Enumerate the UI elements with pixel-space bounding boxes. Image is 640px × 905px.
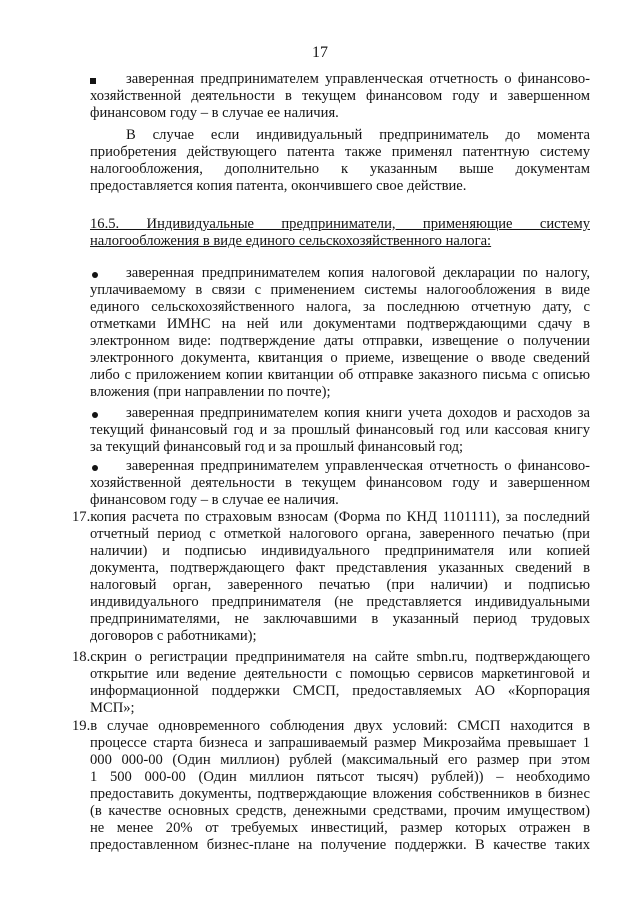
text-line: электронного документа, квитанция о приеме, извещение о вводе сведений — [90, 350, 590, 366]
text-line: текущий финансовый год и за прошлый финансовый год или кассовая книгу — [90, 422, 590, 438]
text-line: уплачиваемому в связи с применением системы налогообложения в виде — [90, 282, 590, 298]
text-line: электронном виде: подтверждение даты отправки, извещение о получении — [90, 333, 590, 349]
square-bullet-icon — [90, 78, 96, 84]
text-line: приобретения действующего патента также применял патентную систему — [90, 144, 590, 160]
text-line: хозяйственной деятельности в текущем финансовом году и завершенном — [90, 475, 590, 491]
text-line: заверенная предпринимателем копия книги учета доходов и расходов за — [126, 405, 590, 421]
text-line: предоставленном бизнес-плане на получение поддержки. В качестве таких — [90, 837, 590, 853]
text-line: предпринимателями, не заключавшими в указанный период трудовых — [90, 611, 590, 627]
text-line: (в качестве основных средств, денежными средствами, прочим имуществом) — [90, 803, 590, 819]
text-line: за текущий финансовый год и за прошлый финансовый год; — [90, 439, 464, 455]
text-line: либо с приложением копии квитанции об отправке заказного письма с описью — [90, 367, 590, 383]
list-item-19: 19.в случае одновременного соблюдения двух условий: СМСП находится в — [72, 718, 590, 734]
text-line: финансовом году – в случае ее наличия. — [90, 492, 339, 508]
text-line: МСП»; — [90, 700, 135, 716]
round-bullet-icon — [92, 412, 98, 418]
text-line: индивидуального предпринимателя (не представляется индивидуальными — [90, 594, 590, 610]
text-line: единого сельскохозяйственного налога, за последнюю отчетную дату, с — [90, 299, 590, 315]
text-line: отметками ИМНС на ней или документами подтверждающими сдачу в — [90, 316, 590, 332]
text-line: договоров с работниками); — [90, 628, 257, 644]
text-line: процессе старта бизнеса и запрашиваемый размер Микрозайма превышает 1 — [90, 735, 590, 751]
list-item-18: 18.скрин о регистрации предпринимателя на сайте smbn.ru, подтверждающего — [72, 649, 590, 665]
text-line: хозяйственной деятельности в текущем финансовом году и завершенном — [90, 88, 590, 104]
text-line: заверенная предпринимателем управленческая отчетность о финансово- — [126, 458, 590, 474]
text-line: открытие или ведение деятельности с помощью сервисов маркетинговой и — [90, 666, 590, 682]
list-item-17: 17.копия расчета по страховым взносам (Форма по КНД 1101111), за последний — [72, 509, 590, 525]
text-line: не менее 20% от требуемых инвестиций, размер которых отражен в — [90, 820, 590, 836]
text-line: вложения (при направлении по почте); — [90, 384, 331, 400]
text-line: финансовом году – в случае ее наличия. — [90, 105, 339, 121]
text-line: наличии) и подписью индивидуального предпринимателя или копией — [90, 543, 590, 559]
text-line: 000 000-00 (Один миллион) рублей (максимальный его размер при этом — [90, 752, 590, 768]
text-line: заверенная предпринимателем управленческая отчетность о финансово- — [126, 71, 590, 87]
page-number: 17 — [312, 44, 328, 61]
text-line: В случае если индивидуальный предприниматель до момента — [126, 127, 590, 143]
text-line: налоговый орган, заверенного печатью (при наличии) и подписью — [90, 577, 590, 593]
text-line: налогообложения, дополнительно к указанным выше документам — [90, 161, 590, 177]
round-bullet-icon — [92, 272, 98, 278]
text-line: информационной поддержки СМСП, предоставляемых АО «Корпорация — [90, 683, 590, 699]
round-bullet-icon — [92, 465, 98, 471]
text-line: документа, подтверждающего факт представления указанных сведений в — [90, 560, 590, 576]
text-line: отчетный период с отметкой налогового органа, заверенного печатью (при — [90, 526, 590, 542]
section-heading: 16.5. Индивидуальные предприниматели, применяющие систему — [90, 216, 590, 232]
text-line: заверенная предпринимателем копия налоговой декларации по налогу, — [126, 265, 590, 281]
section-heading: налогообложения в виде единого сельскохозяйственного налога: — [90, 233, 492, 249]
text-line: 1 500 000-00 (Один миллион пятьсот тысяч) рублей)) – необходимо — [90, 769, 590, 785]
text-line: предоставить документы, подтверждающие вложения собственников в бизнес — [90, 786, 590, 802]
text-line: предоставляется копия патента, окончившего свое действие. — [90, 178, 467, 194]
